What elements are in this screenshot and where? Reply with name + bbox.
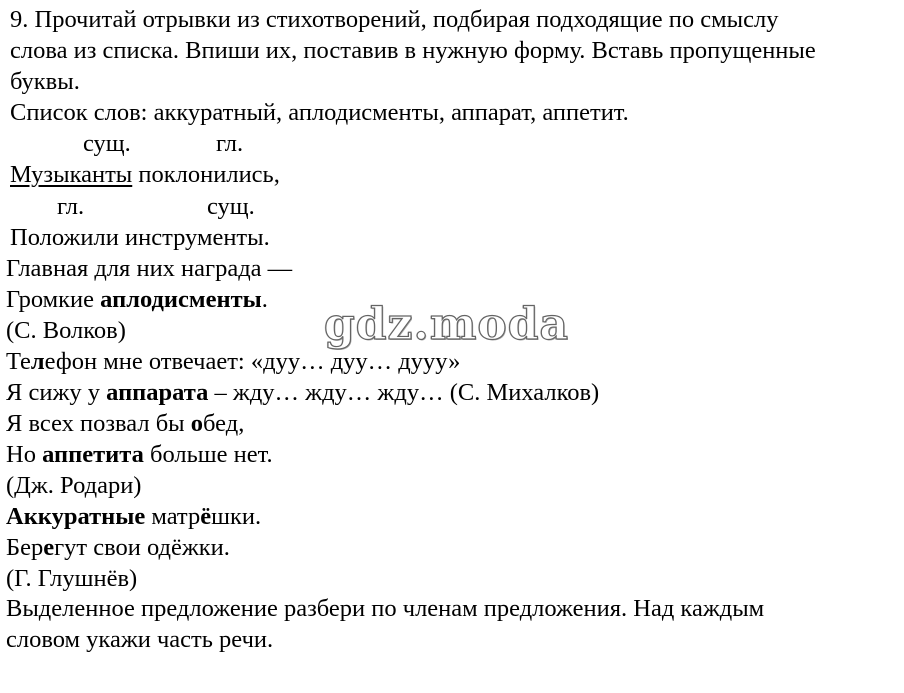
task-text-line-2: слова из списка. Впиши их, поставив в нужную форму. Вставь пропущенные: [10, 37, 816, 64]
parse-mark-noun-2: сущ.: [207, 193, 255, 220]
answer-word-applause: аплодисменты: [100, 286, 262, 313]
poem1-line-3: Главная для них награда —: [6, 255, 293, 282]
answer-word-apparatus: аппарата: [106, 379, 209, 406]
answer-word-appetite: аппетита: [42, 441, 144, 468]
inserted-letter: е: [43, 534, 55, 561]
parse-mark-noun: сущ.: [83, 130, 131, 157]
poem1-line-4: Громкие аплодисменты.: [6, 286, 268, 313]
task-text-line-3: буквы.: [10, 68, 80, 95]
poem4-line-1: Аккуратные матрёшки.: [6, 503, 262, 530]
poem3-author: (Дж. Родари): [6, 472, 142, 499]
poem3-line-1: Я всех позвал бы обед,: [6, 410, 245, 437]
watermark-logo: gdz.moda: [324, 299, 570, 350]
poem2-line-1: Телефон мне отвечает: «дуу… дуу… дууу»: [6, 348, 461, 375]
word-list-words: аккуратный, аплодисменты, аппарат, аппетит.: [153, 99, 629, 126]
inserted-letter: л: [30, 348, 45, 375]
parse-mark-verb-2: гл.: [57, 193, 85, 220]
inserted-letter: ё: [200, 503, 212, 530]
poem2-line-2: Я сижу у аппарата – жду… жду… жду… (С. Михалков): [6, 379, 600, 406]
poem3-line-2: Но аппетита больше нет.: [6, 441, 273, 468]
poem1-subject-word: Музыканты: [10, 161, 133, 188]
final-task-line-2: словом укажи часть речи.: [6, 626, 274, 653]
poem4-author: (Г. Глушнёв): [6, 565, 138, 592]
final-task-line-1: Выделенное предложение разбери по членам предложения. Над каждым: [6, 595, 765, 622]
poem4-line-2: Берегут свои одёжки.: [6, 534, 230, 561]
poem1-line-2: Положили инструменты.: [10, 224, 270, 251]
poem1-author: (С. Волков): [6, 317, 126, 344]
poem1-line-1: Музыканты поклонились,: [10, 161, 280, 188]
word-list: [10, 99, 629, 127]
parse-mark-verb: гл.: [216, 130, 244, 157]
answer-word-neat: Аккуратные: [6, 503, 146, 530]
inserted-letter: о: [190, 410, 204, 437]
word-list-label: Список слов:: [10, 99, 148, 126]
task-text-line-1: 9. Прочитай отрывки из стихотворений, подбирая подходящие по смыслу: [10, 6, 779, 33]
